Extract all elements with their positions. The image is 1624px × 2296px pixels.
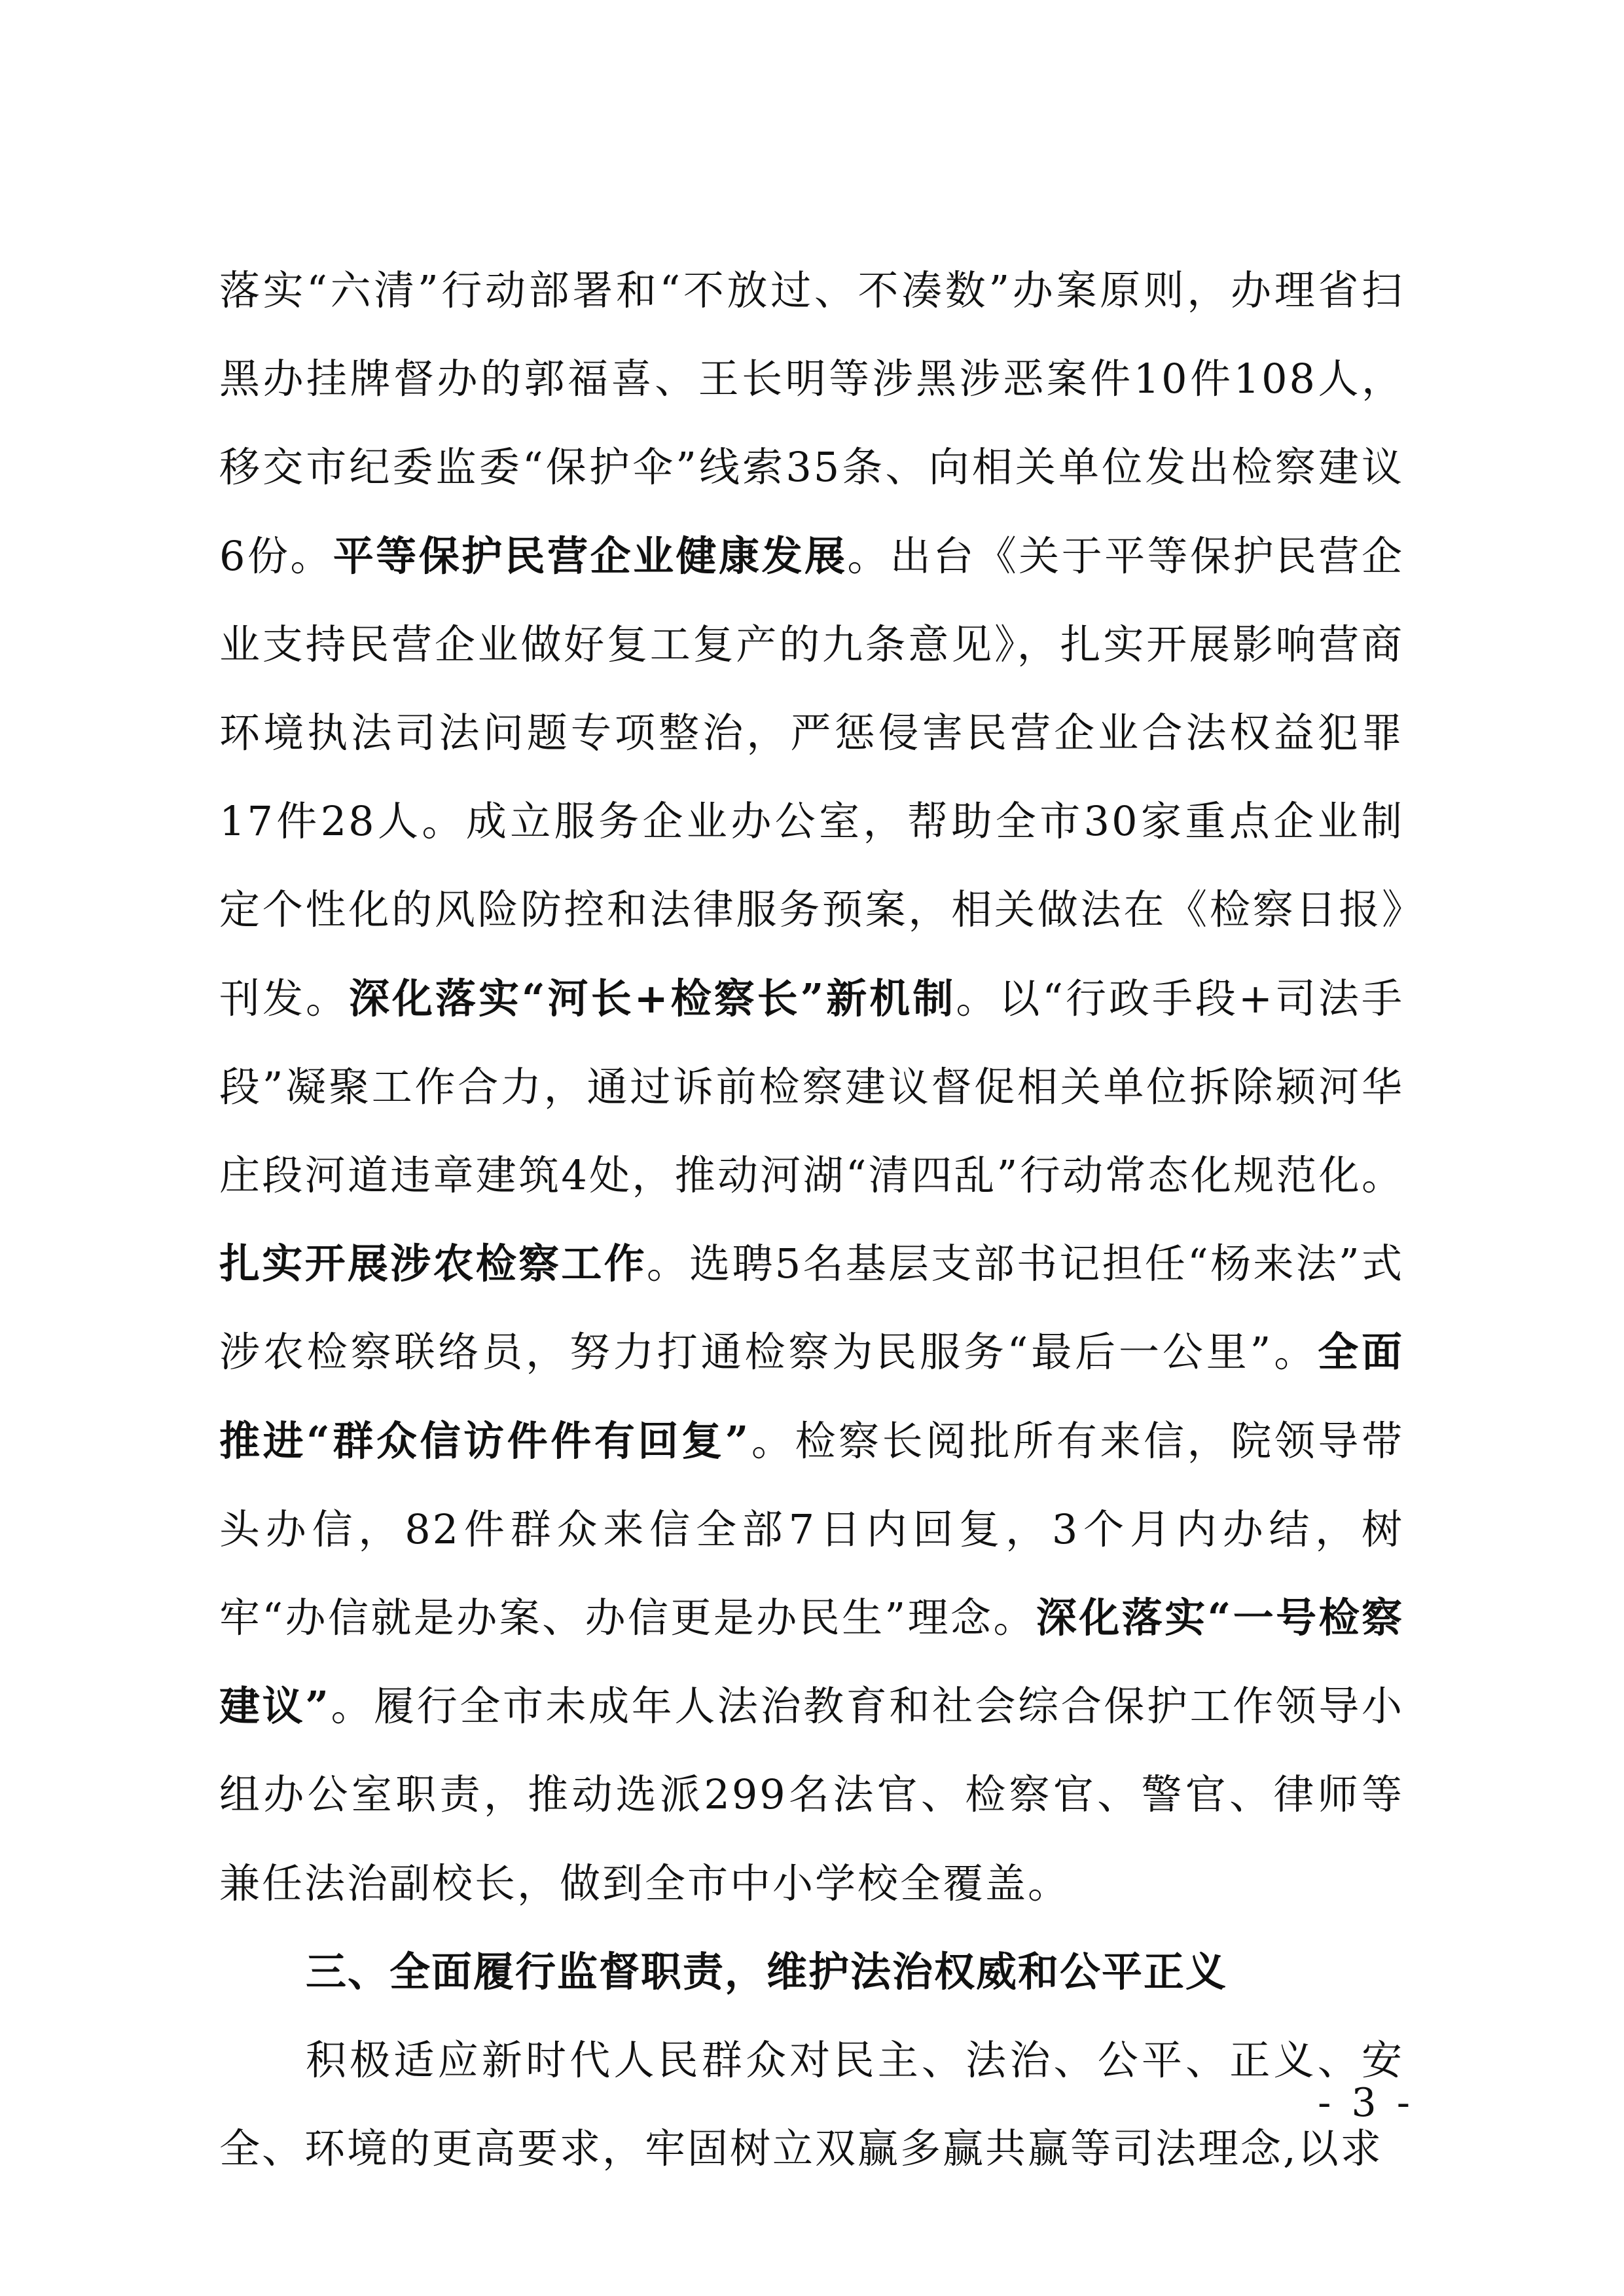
bold-run-private-enterprise: 平等保护民营企业健康发展 xyxy=(333,531,848,580)
body-text xyxy=(219,246,1404,2193)
page-number: - 3 - xyxy=(1318,2080,1414,2126)
section-heading-3: 三、全面履行监督职责，维护法治权威和公平正义 xyxy=(306,1947,1228,1996)
bold-run-agriculture: 扎实开展涉农检察工作 xyxy=(219,1240,647,1288)
bold-run-first-suggestion: 深化落实“一号检察建议” xyxy=(219,1594,1404,1731)
paragraph-section-3-intro: 积极适应新时代人民群众对民主、法治、公平、正义、安全、环境的更高要求，牢固树立双赢多赢共赢等司法理念,以求 xyxy=(219,2036,1404,2173)
text-run: 。检察长阅批所有来信，院领导带头办信，82件群众来信全部7日内回复，3个月内办结，树牢“办信就是办案、办信更是办民生”理念。 xyxy=(219,1416,1404,1642)
text-run: 。履行全市未成年人法治教育和社会综合保护工作领导小组办公室职责，推动选派299名法官、检察官、警官、律师等兼任法治副校长，做到全市中小学校全覆盖。 xyxy=(219,1682,1404,1907)
text-run: 。选聘5名基层支部书记担任“杨来法”式涉农检察联络员，努力打通检察为民服务“最后一公里”。 xyxy=(219,1240,1404,1376)
text-run: 落实“六清”行动部署和“不放过、不凑数”办案原则，办理省扫黑办挂牌督办的郭福喜、王长明等涉黑涉恶案件10件108人，移交市纪委监委“保护伞”线索35条、向相关单位发出检察建议6份。 xyxy=(219,266,1404,580)
paragraph-continued xyxy=(219,246,1404,1928)
text-run: 。以“行政手段+司法手段”凝聚工作合力，通过诉前检察建议督促相关单位拆除颍河华庄段河道违章建筑4处，推动河湖“清四乱”行动常态化规范化。 xyxy=(219,974,1404,1200)
bold-run-river-chief: 深化落实“河长+检察长”新机制 xyxy=(349,974,956,1022)
text-run: 。出台《关于平等保护民营企业支持民营企业做好复工复产的九条意见》，扎实开展影响营商环境执法司法问题专项整治，严惩侵害民营企业合法权益犯罪17件28人。成立服务企业办公室，帮助全市30家重点企业制定个性化的风险防控和法律服务预案，相关做法在《检察日报》刊发。 xyxy=(219,531,1404,1022)
bold-run-petition: 全面推进“群众信访件件有回复” xyxy=(219,1328,1404,1465)
